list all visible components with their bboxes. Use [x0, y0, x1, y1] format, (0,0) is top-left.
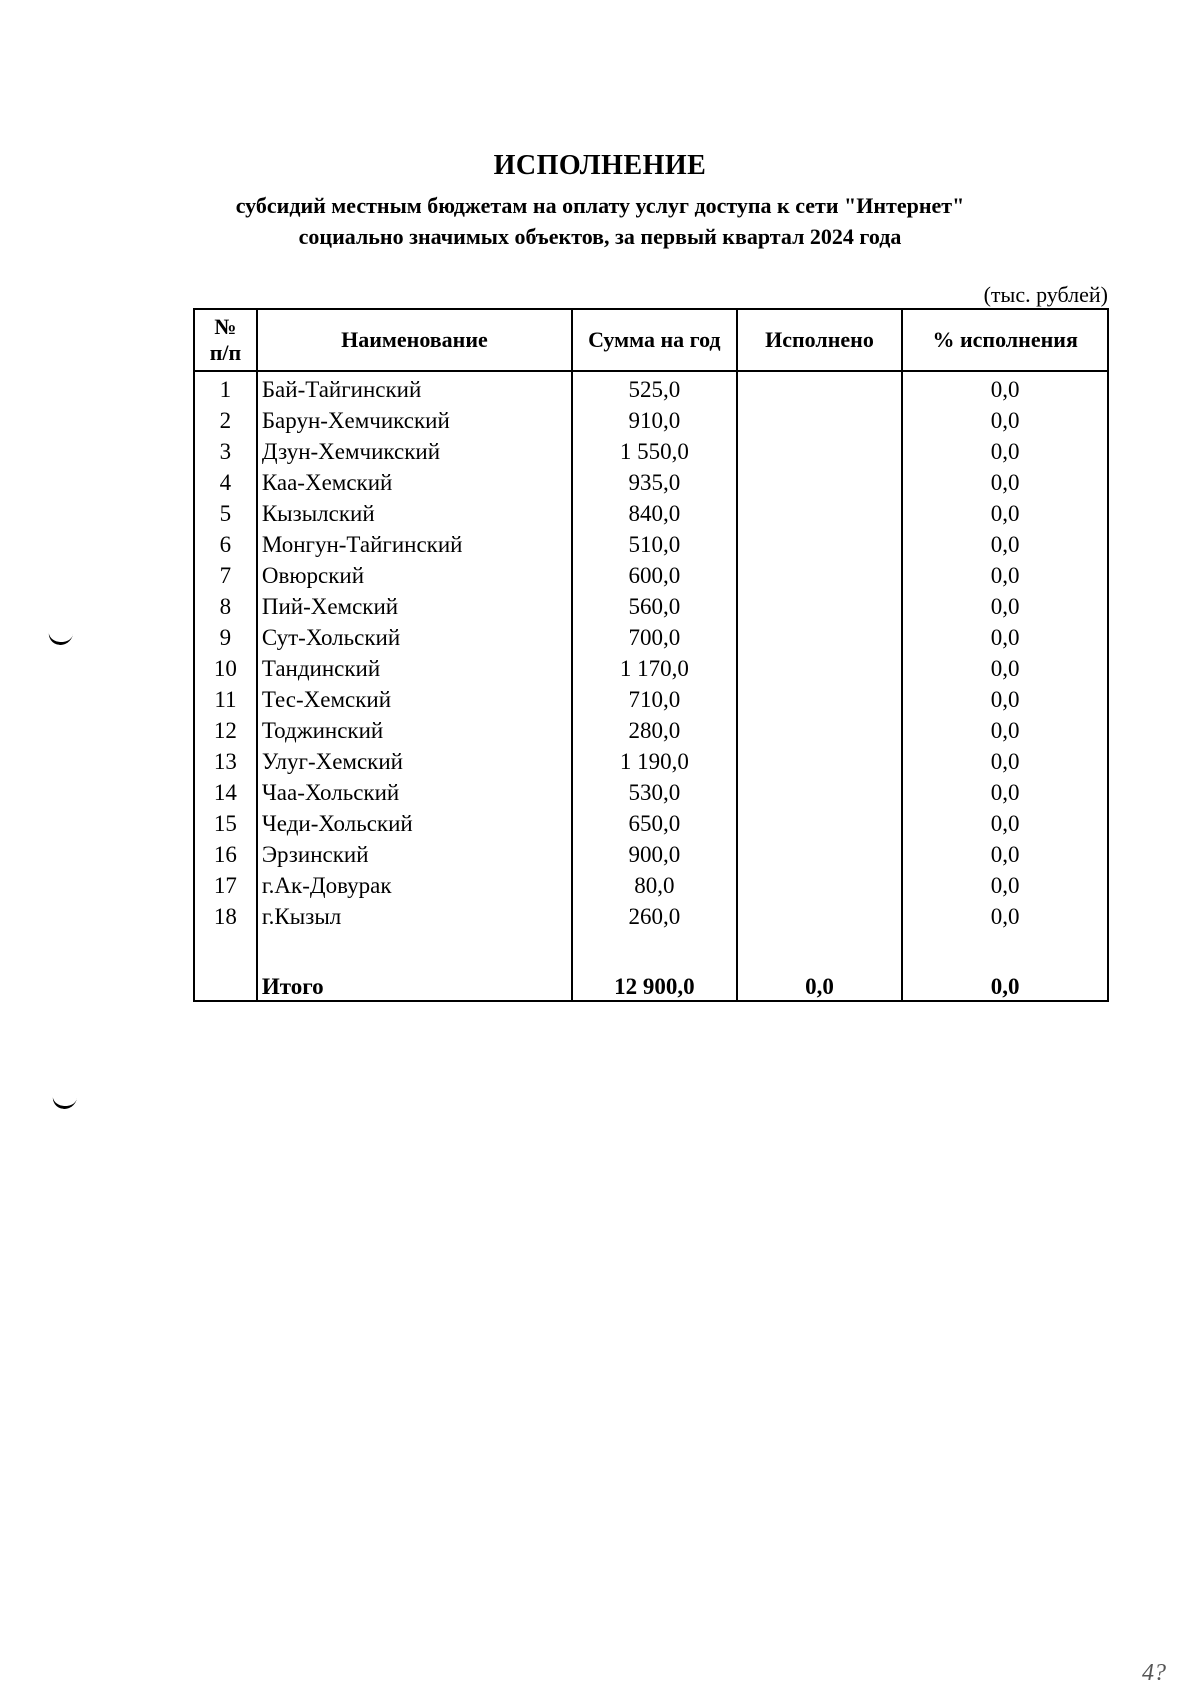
table-header-row	[194, 309, 1108, 371]
row-pct: 0,0	[902, 371, 1108, 405]
row-done	[737, 622, 903, 653]
row-amount: 910,0	[572, 405, 737, 436]
document-title: ИСПОЛНЕНИЕ	[493, 150, 707, 181]
row-pct: 0,0	[902, 808, 1108, 839]
table-row	[194, 591, 1108, 622]
spacer-row	[194, 932, 1108, 962]
row-number: 2	[194, 405, 257, 436]
spacer-cell	[257, 932, 572, 962]
row-amount: 510,0	[572, 529, 737, 560]
table-row	[194, 653, 1108, 684]
row-pct: 0,0	[902, 560, 1108, 591]
row-number: 10	[194, 653, 257, 684]
total-pct: 0,0	[902, 962, 1108, 1001]
row-name: Барун-Хемчикский	[257, 405, 572, 436]
table-row	[194, 715, 1108, 746]
row-amount: 935,0	[572, 467, 737, 498]
row-pct: 0,0	[902, 622, 1108, 653]
row-name: Эрзинский	[257, 839, 572, 870]
total-label: Итого	[257, 962, 572, 1001]
row-done	[737, 371, 903, 405]
page-number-mark: 4?	[1142, 1660, 1166, 1686]
document-subtitle-line1: субсидий местным бюджетам на оплату услуг доступа к сети "Интернет"	[235, 193, 965, 218]
row-name: Улуг-Хемский	[257, 746, 572, 777]
row-pct: 0,0	[902, 901, 1108, 932]
total-num-cell	[194, 962, 257, 1001]
row-number: 6	[194, 529, 257, 560]
row-name: Дзун-Хемчикский	[257, 436, 572, 467]
row-done	[737, 870, 903, 901]
row-number: 5	[194, 498, 257, 529]
row-done	[737, 839, 903, 870]
row-number: 3	[194, 436, 257, 467]
row-amount: 600,0	[572, 560, 737, 591]
execution-table	[193, 308, 1109, 1002]
total-amount: 12 900,0	[572, 962, 737, 1001]
row-number: 14	[194, 777, 257, 808]
table-row	[194, 529, 1108, 560]
row-name: Тес-Хемский	[257, 684, 572, 715]
row-number: 16	[194, 839, 257, 870]
row-amount: 1 190,0	[572, 746, 737, 777]
row-pct: 0,0	[902, 653, 1108, 684]
row-name: Сут-Хольский	[257, 622, 572, 653]
row-pct: 0,0	[902, 591, 1108, 622]
table-row	[194, 405, 1108, 436]
row-amount: 700,0	[572, 622, 737, 653]
spacer-cell	[194, 932, 257, 962]
row-number: 12	[194, 715, 257, 746]
row-done	[737, 436, 903, 467]
row-name: Пий-Хемский	[257, 591, 572, 622]
row-name: Тандинский	[257, 653, 572, 684]
row-amount: 525,0	[572, 371, 737, 405]
row-done	[737, 746, 903, 777]
row-number: 15	[194, 808, 257, 839]
row-name: Овюрский	[257, 560, 572, 591]
table-row	[194, 777, 1108, 808]
row-done	[737, 405, 903, 436]
row-pct: 0,0	[902, 436, 1108, 467]
row-pct: 0,0	[902, 839, 1108, 870]
table-row	[194, 467, 1108, 498]
row-done	[737, 591, 903, 622]
row-amount: 1 550,0	[572, 436, 737, 467]
row-amount: 260,0	[572, 901, 737, 932]
row-pct: 0,0	[902, 405, 1108, 436]
spacer-cell	[737, 932, 903, 962]
header-num-line1: №	[214, 314, 237, 339]
table-row	[194, 808, 1108, 839]
row-pct: 0,0	[902, 684, 1108, 715]
row-name: Чеди-Хольский	[257, 808, 572, 839]
row-number: 8	[194, 591, 257, 622]
table-row	[194, 436, 1108, 467]
table-row	[194, 560, 1108, 591]
row-amount: 530,0	[572, 777, 737, 808]
row-done	[737, 653, 903, 684]
row-name: Каа-Хемский	[257, 467, 572, 498]
row-pct: 0,0	[902, 529, 1108, 560]
row-amount: 710,0	[572, 684, 737, 715]
units-label: (тыс. рублей)	[983, 282, 1108, 307]
row-name: Чаа-Хольский	[257, 777, 572, 808]
row-done	[737, 498, 903, 529]
row-done	[737, 529, 903, 560]
row-number: 13	[194, 746, 257, 777]
header-amount: Сумма на год	[572, 309, 737, 371]
margin-tick-mark	[51, 1094, 77, 1111]
table-row	[194, 684, 1108, 715]
row-pct: 0,0	[902, 870, 1108, 901]
row-number: 17	[194, 870, 257, 901]
spacer-cell	[902, 932, 1108, 962]
row-name: Бай-Тайгинский	[257, 371, 572, 405]
row-number: 9	[194, 622, 257, 653]
margin-tick-mark	[47, 630, 73, 647]
row-done	[737, 715, 903, 746]
row-amount: 650,0	[572, 808, 737, 839]
row-number: 18	[194, 901, 257, 932]
row-name: г.Ак-Довурак	[257, 870, 572, 901]
table-row	[194, 870, 1108, 901]
table-row	[194, 498, 1108, 529]
row-pct: 0,0	[902, 715, 1108, 746]
row-amount: 1 170,0	[572, 653, 737, 684]
row-number: 11	[194, 684, 257, 715]
row-amount: 80,0	[572, 870, 737, 901]
spacer-cell	[572, 932, 737, 962]
row-pct: 0,0	[902, 746, 1108, 777]
document-subtitle-line2: социально значимых объектов, за первый квартал 2024 года	[298, 224, 902, 249]
header-pct: % исполнения	[902, 309, 1108, 371]
header-num	[194, 309, 257, 371]
row-amount: 560,0	[572, 591, 737, 622]
table-row	[194, 622, 1108, 653]
row-done	[737, 560, 903, 591]
row-number: 7	[194, 560, 257, 591]
table-body	[194, 371, 1108, 1001]
row-done	[737, 467, 903, 498]
total-row	[194, 962, 1108, 1001]
header-name: Наименование	[257, 309, 572, 371]
total-done: 0,0	[737, 962, 903, 1001]
row-done	[737, 808, 903, 839]
row-done	[737, 901, 903, 932]
row-number: 4	[194, 467, 257, 498]
row-name: Тоджинский	[257, 715, 572, 746]
row-pct: 0,0	[902, 467, 1108, 498]
row-name: Кызылский	[257, 498, 572, 529]
row-amount: 280,0	[572, 715, 737, 746]
header-num-line2: п/п	[209, 340, 242, 365]
table-row	[194, 901, 1108, 932]
row-pct: 0,0	[902, 777, 1108, 808]
row-done	[737, 777, 903, 808]
row-amount: 840,0	[572, 498, 737, 529]
table-row	[194, 371, 1108, 405]
row-name: Монгун-Тайгинский	[257, 529, 572, 560]
row-amount: 900,0	[572, 839, 737, 870]
header-done: Исполнено	[737, 309, 903, 371]
table-row	[194, 746, 1108, 777]
row-pct: 0,0	[902, 498, 1108, 529]
row-done	[737, 684, 903, 715]
table-row	[194, 839, 1108, 870]
row-name: г.Кызыл	[257, 901, 572, 932]
row-number: 1	[194, 371, 257, 405]
